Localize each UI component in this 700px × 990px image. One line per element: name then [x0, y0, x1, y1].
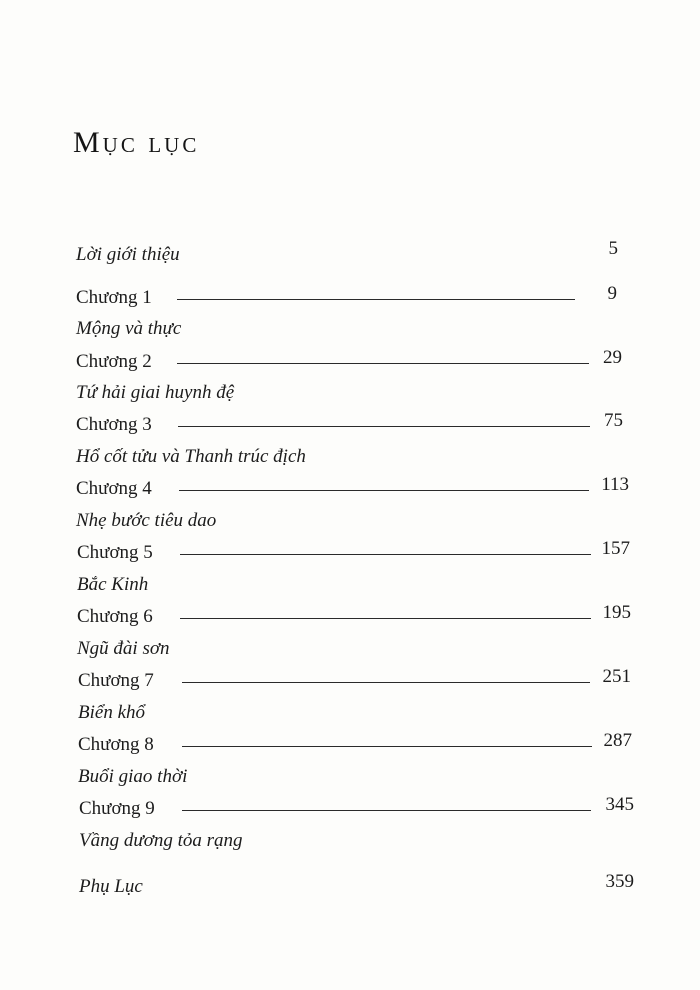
toc-leader-line [182, 682, 590, 683]
toc-chapter-subtitle: Buổi giao thời [78, 766, 188, 787]
toc-page-number: 113 [601, 474, 629, 495]
toc-row-subtitle-2 [0, 378, 700, 408]
toc-chapter-subtitle: Mộng và thực [76, 318, 182, 339]
toc-entry-label: Chương 6 [77, 606, 153, 627]
toc-row-chapter-4[interactable] [0, 474, 700, 504]
toc-leader-line [182, 810, 591, 811]
toc-row-chapter-6[interactable] [0, 602, 700, 632]
toc-entry-label: Lời giới thiệu [76, 244, 180, 265]
toc-leader-line [179, 490, 589, 491]
toc-row-subtitle-6 [0, 634, 700, 664]
toc-entry-label: Chương 1 [76, 287, 152, 308]
toc-row-chapter-9[interactable] [0, 794, 700, 824]
toc-row-subtitle-8 [0, 762, 700, 792]
toc-entry-label: Chương 3 [76, 414, 152, 435]
toc-page-number: 287 [603, 730, 632, 751]
toc-leader-line [182, 746, 592, 747]
toc-entry-label: Chương 8 [78, 734, 154, 755]
toc-page-number: 251 [602, 666, 631, 687]
toc-page-number: 157 [601, 538, 630, 559]
toc-leader-line [177, 299, 575, 300]
toc-entry-label: Chương 7 [78, 670, 154, 691]
toc-row-subtitle-9 [0, 826, 700, 856]
toc-leader-line [178, 426, 590, 427]
toc-chapter-subtitle: Nhẹ bước tiêu dao [76, 510, 217, 531]
toc-leader-line [180, 554, 591, 555]
toc-chapter-subtitle: Bắc Kinh [77, 574, 149, 595]
toc-row-chapter-3[interactable] [0, 410, 700, 440]
toc-row-chapter-1[interactable] [0, 283, 700, 313]
toc-chapter-subtitle: Hổ cốt tửu và Thanh trúc địch [76, 446, 306, 467]
toc-entry-label: Chương 9 [79, 798, 155, 819]
toc-row-subtitle-5 [0, 570, 700, 600]
toc-row-chapter-8[interactable] [0, 730, 700, 760]
toc-leader-line [177, 363, 589, 364]
toc-entry-label: Chương 2 [76, 351, 152, 372]
toc-row-subtitle-1 [0, 314, 700, 344]
toc-entry-label: Chương 5 [77, 542, 153, 563]
toc-row-subtitle-7 [0, 698, 700, 728]
toc-entry-label: Chương 4 [76, 478, 152, 499]
toc-row-subtitle-4 [0, 506, 700, 536]
toc-row-chapter-7[interactable] [0, 666, 700, 696]
toc-chapter-subtitle: Vầng dương tỏa rạng [79, 830, 243, 851]
toc-row-chapter-2[interactable] [0, 347, 700, 377]
toc-page-number: 345 [605, 794, 634, 815]
toc-page-number: 5 [608, 238, 618, 259]
toc-page-number: 359 [605, 871, 634, 892]
toc-chapter-subtitle: Ngũ đài sơn [77, 638, 170, 659]
toc-row-introduction[interactable] [0, 240, 700, 270]
toc-page-number: 75 [604, 410, 623, 431]
toc-entry-label: Phụ Lục [79, 876, 143, 897]
page-title: Mục lục [73, 126, 200, 159]
toc-page-number: 29 [603, 347, 622, 368]
toc-row-subtitle-3 [0, 442, 700, 472]
toc-page-number: 9 [607, 283, 617, 304]
toc-row-appendix[interactable] [0, 872, 700, 902]
toc-chapter-subtitle: Tứ hải giai huynh đệ [76, 382, 235, 403]
toc-chapter-subtitle: Biển khổ [78, 702, 146, 723]
toc-leader-line [180, 618, 591, 619]
toc-page-number: 195 [602, 602, 631, 623]
toc-row-chapter-5[interactable] [0, 538, 700, 568]
